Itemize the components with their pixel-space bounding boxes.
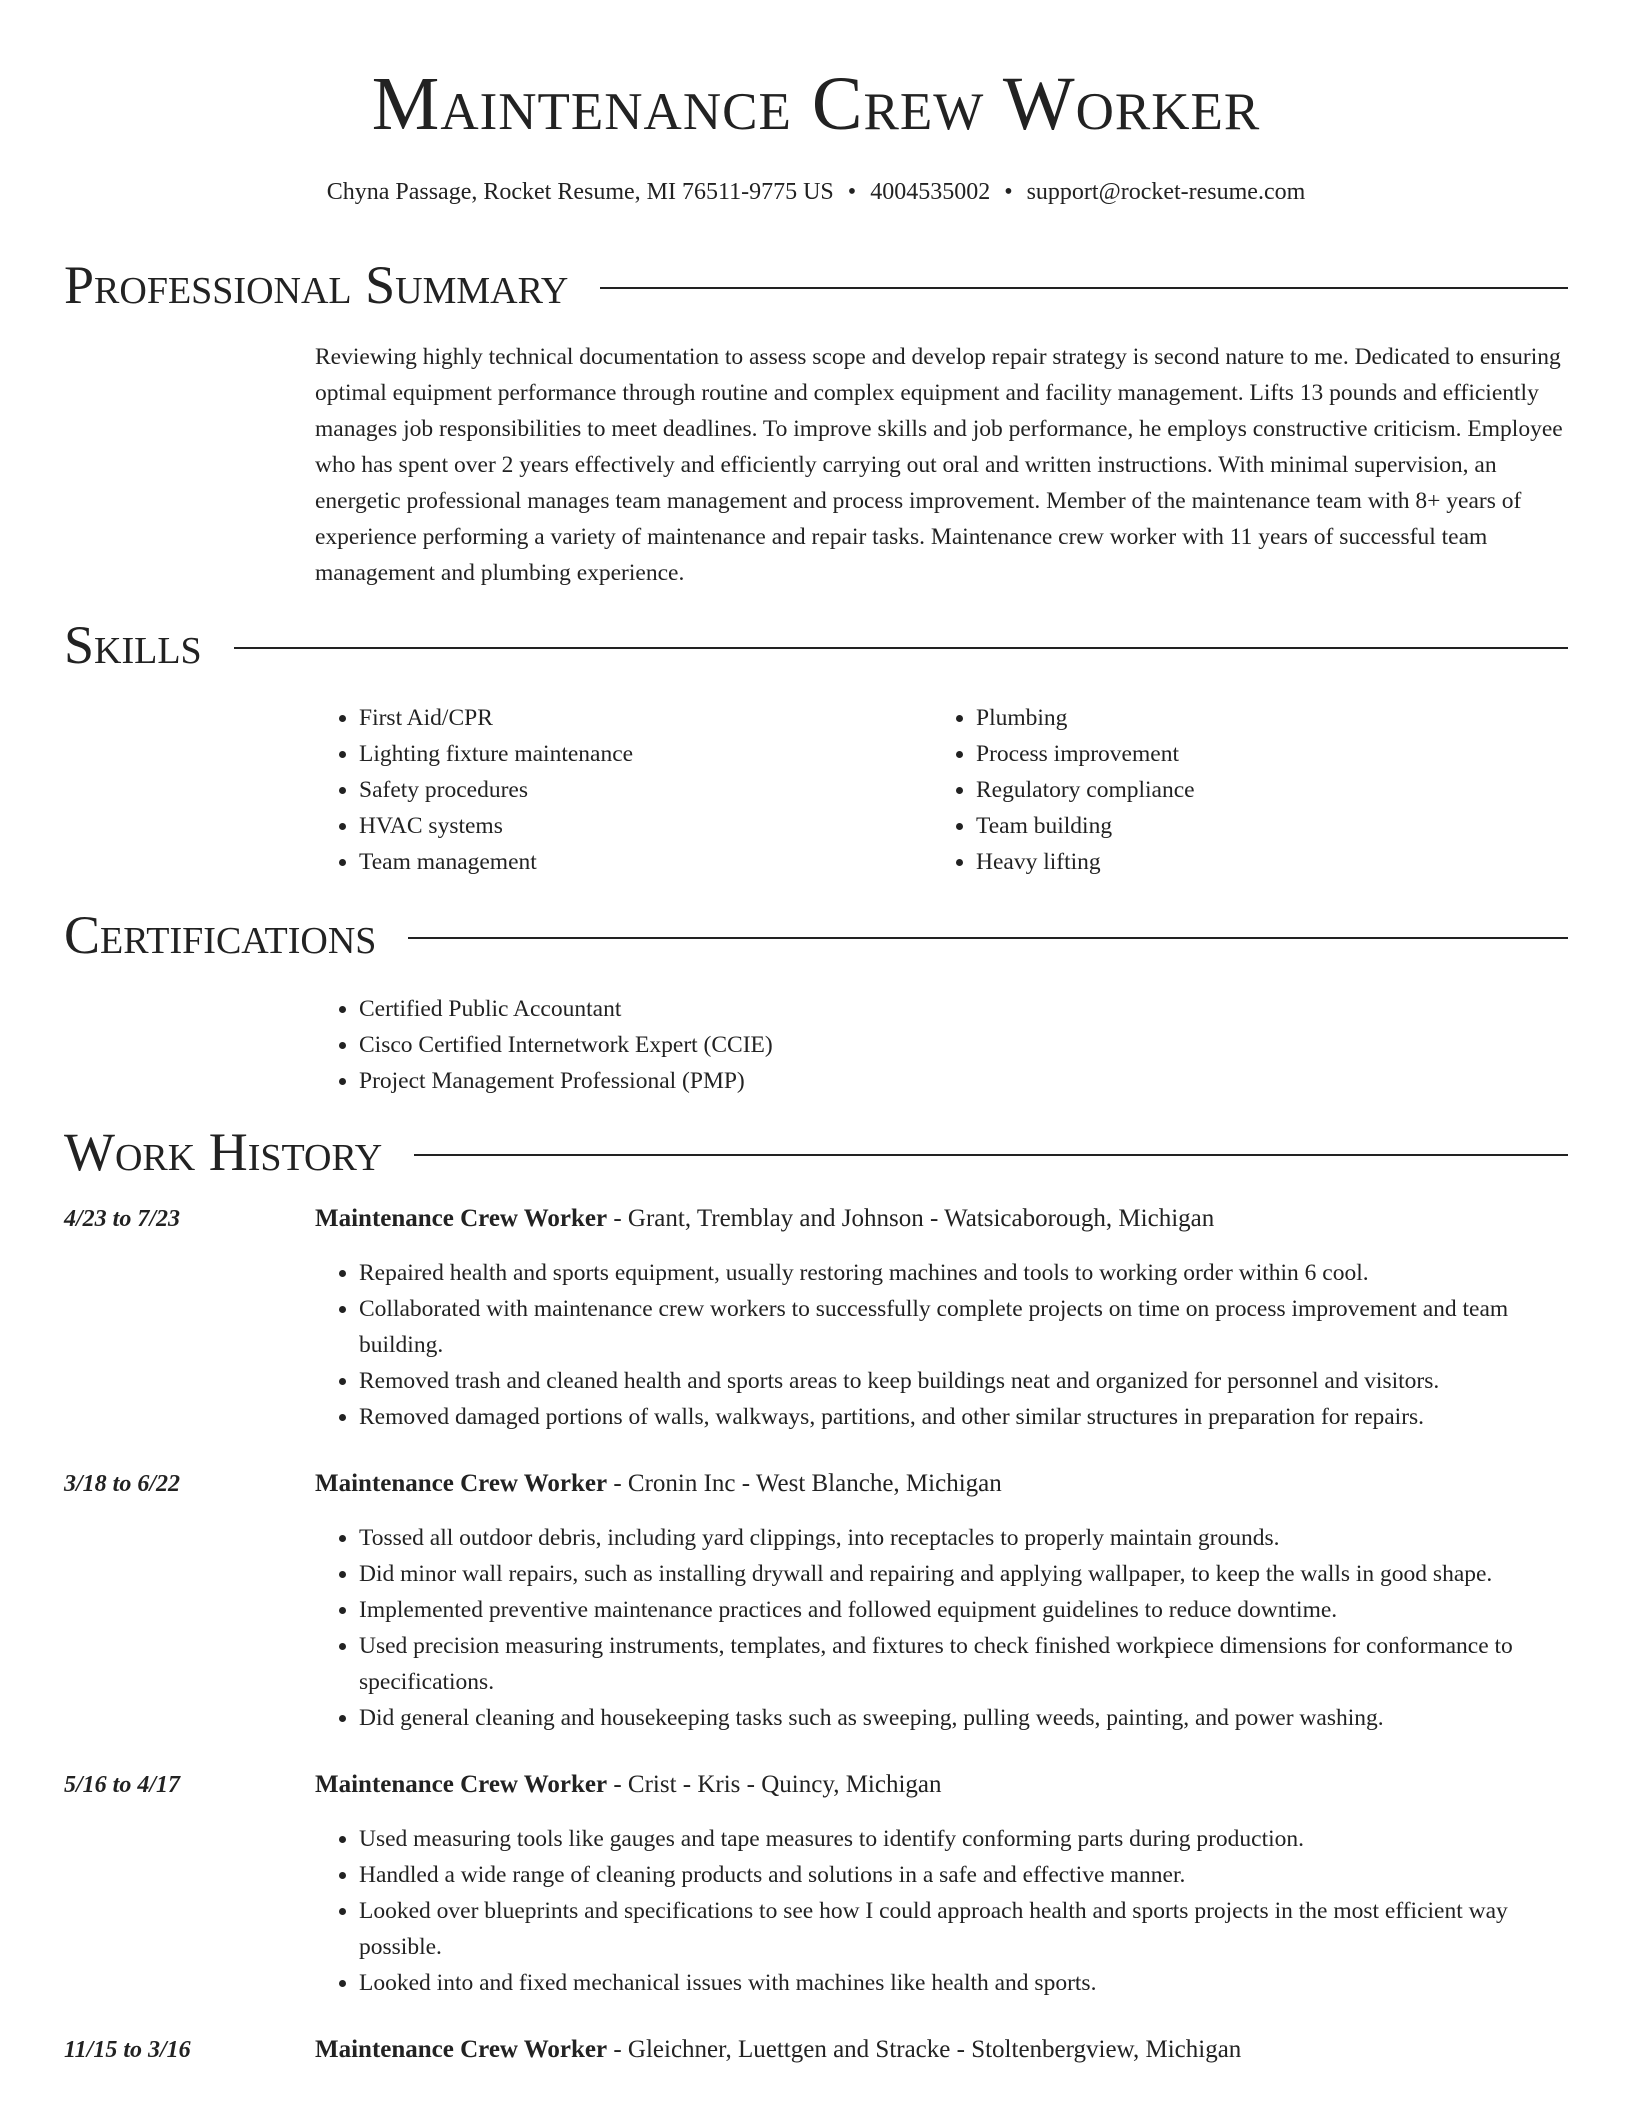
job-employer-location: - Cronin Inc - West Blanche, Michigan (607, 1470, 1002, 1497)
job-bullet: • Looked over blueprints and specifications to see how I could approach health and sports projects in the most efficient way possible. (359, 1893, 1568, 1965)
skills-column-right (932, 700, 1492, 880)
section-title-skills: Skills (64, 615, 202, 675)
skills-list-left (315, 700, 875, 880)
skill-item: • Safety procedures (359, 772, 875, 808)
job-heading (315, 1201, 1568, 1237)
skill-item: • Lighting fixture maintenance (359, 736, 875, 772)
job-employer-location: - Crist - Kris - Quincy, Michigan (607, 1771, 942, 1798)
job-heading (315, 2032, 1568, 2068)
job-bullet: • Did general cleaning and housekeeping tasks such as sweeping, pulling weeds, painting, and power washing. (359, 1700, 1568, 1736)
job-bullet: • Implemented preventive maintenance practices and followed equipment guidelines to reduce downtime. (359, 1592, 1568, 1628)
skills-list-right (932, 700, 1492, 880)
job-heading (315, 1767, 1568, 1803)
job-dates: 5/16 to 4/17 (64, 1772, 181, 1798)
job-bullet-list (315, 1255, 1568, 1435)
contact-separator: • (1004, 179, 1013, 205)
section-header-work-history (64, 1120, 1568, 1184)
job-responsibilities (315, 1821, 1568, 2001)
certification-item: • Project Management Professional (PMP) (359, 1063, 1515, 1099)
contact-address: Chyna Passage, Rocket Resume, MI 76511-9775 US (326, 179, 834, 205)
job-bullet: • Collaborated with maintenance crew workers to successfully complete projects on time on process improvement and team building. (359, 1291, 1568, 1363)
job-dates: 11/15 to 3/16 (64, 2037, 191, 2063)
job-bullet-list (315, 1520, 1568, 1736)
job-bullet: • Removed damaged portions of walls, walkways, partitions, and other similar structures in preparation for repairs. (359, 1399, 1568, 1435)
job-title: Maintenance Crew Worker (315, 1771, 608, 1798)
job-bullet: • Did minor wall repairs, such as installing drywall and repairing and applying wallpaper, to keep the walls in good shape. (359, 1556, 1568, 1592)
summary-text: Reviewing highly technical documentation to assess scope and develop repair strategy is second nature to me. Dedicated to ensuring optimal equipment performance through routine and complex equipment and facility management. Lifts 13 pounds and efficiently manages job responsibilities to meet deadlines. To improve skills and job performance, he employs constructive criticism. Employee who has spent over 2 years effectively and efficiently carrying out oral and written instructions. With minimal supervision, an energetic professional manages team management and process improvement. Member of the maintenance team with 8+ years of experience performing a variety of maintenance and repair tasks. Maintenance crew worker with 11 years of successful team management and plumbing experience. (315, 344, 1563, 586)
contact-line (0, 175, 1632, 209)
section-divider (414, 1154, 1568, 1156)
skills-column-left (315, 700, 875, 880)
job-dates: 4/23 to 7/23 (64, 1206, 181, 1232)
certification-item: • Cisco Certified Internetwork Expert (CCIE) (359, 1027, 1515, 1063)
candidate-name: Maintenance Crew Worker (371, 62, 1261, 146)
skill-item: • Heavy lifting (976, 844, 1492, 880)
section-header-summary (64, 253, 1568, 317)
job-bullet: • Repaired health and sports equipment, usually restoring machines and tools to working order within 6 cool. (359, 1255, 1568, 1291)
skill-item: • Plumbing (976, 700, 1492, 736)
section-header-skills (64, 613, 1568, 677)
job-bullet: • Tossed all outdoor debris, including yard clippings, into receptacles to properly maintain grounds. (359, 1520, 1568, 1556)
skill-item: • Regulatory compliance (976, 772, 1492, 808)
job-title: Maintenance Crew Worker (315, 2036, 608, 2063)
section-header-certifications (64, 903, 1568, 967)
skill-item: • First Aid/CPR (359, 700, 875, 736)
job-employer-location: - Gleichner, Luettgen and Stracke - Stoltenbergview, Michigan (607, 2036, 1242, 2063)
contact-email: support@rocket-resume.com (1026, 179, 1306, 205)
certifications-block (315, 991, 1515, 1099)
section-title-summary: Professional Summary (64, 255, 569, 315)
job-title: Maintenance Crew Worker (315, 1470, 608, 1497)
job-bullet-list (315, 1821, 1568, 2001)
section-divider (408, 937, 1568, 939)
job-responsibilities (315, 1255, 1568, 1435)
job-bullet: • Handled a wide range of cleaning products and solutions in a safe and effective manner. (359, 1857, 1568, 1893)
contact-phone: 4004535002 (870, 179, 991, 205)
job-heading (315, 1466, 1568, 1502)
certification-item: • Certified Public Accountant (359, 991, 1515, 1027)
job-employer-location: - Grant, Tremblay and Johnson - Watsicaborough, Michigan (607, 1205, 1215, 1232)
section-title-work-history: Work History (64, 1122, 383, 1182)
skill-item: • HVAC systems (359, 808, 875, 844)
section-divider (600, 287, 1568, 289)
skill-item: • Process improvement (976, 736, 1492, 772)
certifications-list (315, 991, 1515, 1099)
contact-separator: • (847, 179, 857, 205)
section-divider (234, 647, 1568, 649)
section-title-certifications: Certifications (64, 905, 377, 965)
skill-item: • Team management (359, 844, 875, 880)
job-bullet: • Used precision measuring instruments, templates, and fixtures to check finished workpiece dimensions for conformance to specifications. (359, 1628, 1568, 1700)
job-responsibilities (315, 1520, 1568, 1736)
job-title: Maintenance Crew Worker (315, 1205, 608, 1232)
job-bullet: • Used measuring tools like gauges and tape measures to identify conforming parts during production. (359, 1821, 1568, 1857)
skill-item: • Team building (976, 808, 1492, 844)
job-bullet: • Removed trash and cleaned health and sports areas to keep buildings neat and organized for personnel and visitors. (359, 1363, 1568, 1399)
job-dates: 3/18 to 6/22 (64, 1471, 181, 1497)
job-bullet: • Looked into and fixed mechanical issues with machines like health and sports. (359, 1965, 1568, 2001)
